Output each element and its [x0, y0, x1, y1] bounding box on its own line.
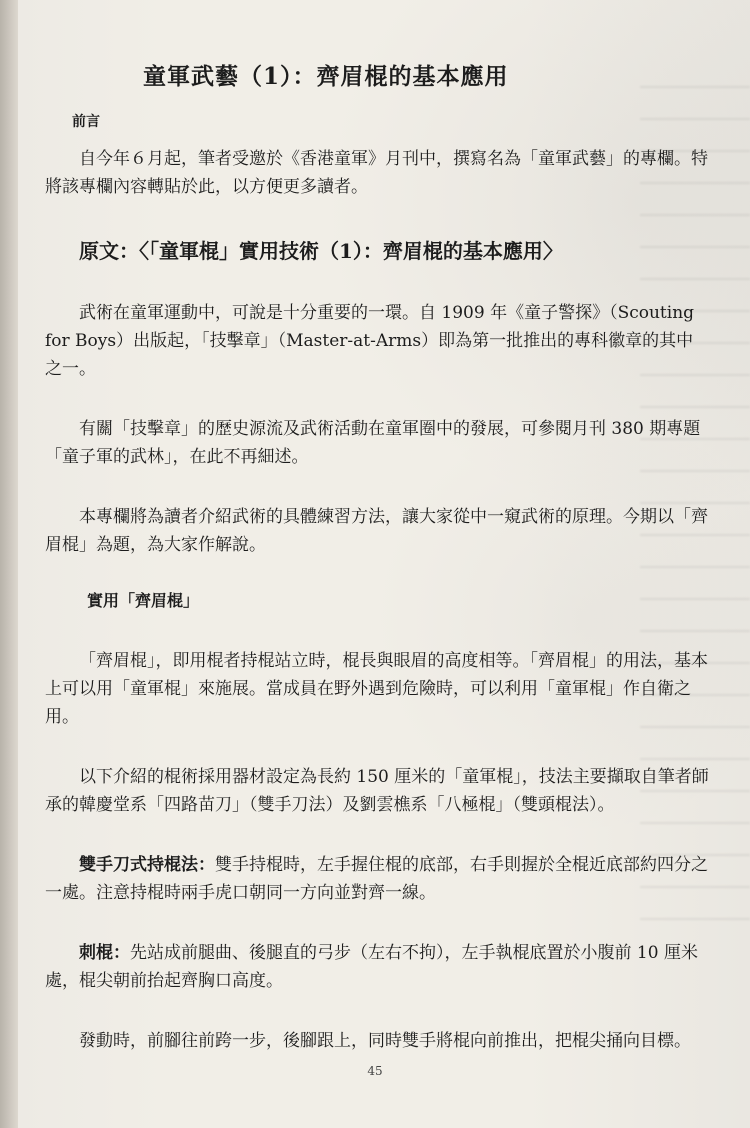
preface-label: 前言 [72, 114, 100, 130]
body-paragraph-1: 武術在童軍運動中，可說是十分重要的一環。自 1909 年《童子警探》（Scouting for Boys）出版起，「技擊章」（Master-at-Arms）即為第一批推出的專科徽章的其中之一。 [45, 303, 695, 379]
technique-paragraph-3: 發動時，前腳往前跨一步，後腳跟上，同時雙手將棍向前推出，把棍尖捅向目標。 [79, 1031, 691, 1051]
technique-1-text: 雙手持棍時，左手握住棍的底部，右手則握於全棍近底部約四分之一處。注意持棍時兩手虎口朝同一方向並對齊一線。 [45, 855, 708, 903]
page-number: 45 [367, 1064, 383, 1078]
preface-paragraph: 自今年６月起，筆者受邀於《香港童軍》月刊中，撰寫名為「童軍武藝」的專欄。特將該專欄內容轉貼於此，以方便更多讀者。 [45, 149, 708, 197]
technique-1-label: 雙手刀式持棍法： [79, 855, 215, 875]
practical-heading: 實用「齊眉棍」 [87, 591, 200, 610]
source-heading: 原文：〈「童軍棍」實用技術（1）：齊眉棍的基本應用〉 [79, 239, 563, 263]
body-paragraph-2: 有關「技擊章」的歷史源流及武術活動在童軍圈中的發展，可參閱月刊 380 期專題「童子軍的武林」，在此不再細述。 [45, 419, 701, 467]
article-title: 童軍武藝（1）：齊眉棍的基本應用 [143, 63, 509, 90]
article-content [45, 56, 710, 1055]
technique-paragraph-2 [45, 939, 710, 995]
practical-paragraph-1: 「齊眉棍」，即用棍者持棍站立時，棍長與眼眉的高度相等。「齊眉棍」的用法，基本上可以用「童軍棍」來施展。當成員在野外遇到危險時，可以利用「童軍棍」作自衛之用。 [45, 651, 708, 727]
technique-paragraph-1 [45, 851, 710, 907]
technique-2-label: 刺棍： [79, 943, 130, 963]
body-paragraph-3: 本專欄將為讀者介紹武術的具體練習方法，讓大家從中一窺武術的原理。今期以「齊眉棍」為題，為大家作解說。 [45, 507, 708, 555]
technique-2-text: 先站成前腿曲、後腿直的弓步（左右不拘），左手執棍底置於小腹前 10 厘米處，棍尖朝前抬起齊胸口高度。 [45, 943, 698, 991]
practical-paragraph-2: 以下介紹的棍術採用器材設定為長約 150 厘米的「童軍棍」，技法主要擷取自筆者師承的韓慶堂系「四路苗刀」（雙手刀法）及劉雲樵系「八極棍」（雙頭棍法）。 [45, 767, 709, 815]
book-gutter-shadow [0, 0, 18, 1128]
